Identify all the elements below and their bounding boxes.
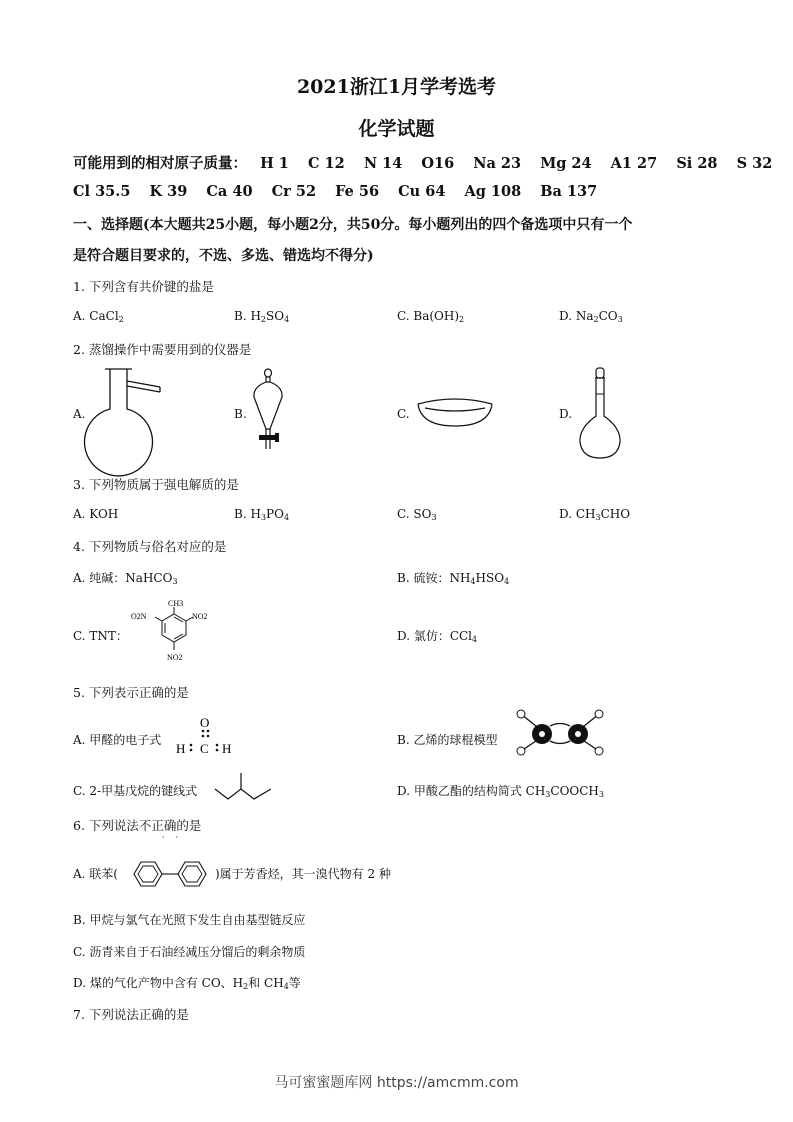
q2-option-b-label: B. <box>234 407 247 421</box>
q2-option-d-label: D. <box>559 407 573 421</box>
page-subtitle: 化学试题 <box>358 118 435 140</box>
tnt-no2-left-label: O2N <box>131 612 147 621</box>
mass-item: Cl 35.5 <box>73 183 131 200</box>
mass-item: A1 27 <box>610 155 658 172</box>
q6-option-b: B. 甲烷与氯气在光照下发生自由基型链反应 <box>73 913 306 927</box>
q3-option-c: C. $SO_3$ <box>397 507 437 522</box>
mass-item: S 32 <box>736 155 773 172</box>
mass-item: Ba 137 <box>540 183 598 200</box>
question-7-stem: 7. 下列说法正确的是 <box>73 1007 189 1022</box>
volumetric-flask-icon <box>575 366 625 461</box>
mass-item: Fe 56 <box>335 183 380 200</box>
question-6-stem: 6. 下列说法不正确的是 <box>73 818 202 833</box>
mass-item: Mg 24 <box>540 155 592 172</box>
biphenyl-structure-icon <box>128 857 214 891</box>
tnt-structure-icon <box>130 597 220 669</box>
methylpentane-skeletal-formula-icon <box>213 772 277 804</box>
atomic-mass-label: 可能用到的相对原子质量： <box>73 155 247 172</box>
mass-item: O16 <box>421 155 455 172</box>
q4-option-a: A. 纯碱：NaHCO$_3$ <box>73 571 178 586</box>
atomic-mass-line-1 <box>73 152 772 173</box>
q3-option-d: D. $CH_3CHO$ <box>559 507 631 522</box>
question-2-stem: 2. 蒸馏操作中需要用到的仪器是 <box>73 342 252 357</box>
mass-item: K 39 <box>149 183 188 200</box>
atomic-mass-line-2 <box>73 183 597 200</box>
tnt-no2-bottom-label: NO2 <box>167 653 183 662</box>
mass-item: Ca 40 <box>206 183 253 200</box>
q5-option-a: A. 甲醛的电子式 <box>73 733 162 747</box>
formaldehyde-h2-label: H <box>222 741 232 756</box>
q3-option-a: A. KOH <box>73 507 119 521</box>
q5-option-d: D. 甲酸乙酯的结构简式 $CH_3COOCH_3$ <box>397 784 604 799</box>
q1-option-d: D. $Na_2CO_3$ <box>559 309 623 324</box>
q1-option-b: B. $H_2SO_4$ <box>234 309 290 324</box>
q6-option-d: D. 煤的气化产物中含有 CO、$H_2$和 $CH_4$等 <box>73 976 301 991</box>
mass-item: C 12 <box>307 155 345 172</box>
mass-item: N 14 <box>363 155 403 172</box>
formaldehyde-electron-formula-icon <box>173 714 239 758</box>
mass-item: Cr 52 <box>271 183 317 200</box>
footer-watermark[interactable]: 马可蜜蜜题库网 https://amcmm.com <box>274 1075 519 1091</box>
q6-option-a-suffix: )属于芳香烃，其一溴代物有 2 种 <box>215 867 391 881</box>
q5-option-c: C. 2-甲基戊烷的键线式 <box>73 784 198 798</box>
q4-option-c: C. TNT： <box>73 629 128 643</box>
q3-option-b: B. $H_3PO_4$ <box>234 507 290 522</box>
q6-option-c: C. 沥青来自于石油经减压分馏后的剩余物质 <box>73 945 306 959</box>
q4-option-b: B. 硫铵：$NH_4HSO_4$ <box>397 571 510 586</box>
ethylene-ball-stick-model-icon <box>513 707 613 759</box>
q4-option-d: D. 氯仿：CCl$_4$ <box>397 629 478 644</box>
q1-option-c: C. $Ba(OH)_2$ <box>397 309 465 324</box>
q1-option-a: A. CaCl$_2$ <box>73 309 124 324</box>
q6-option-a-prefix: A. 联苯( <box>73 867 118 881</box>
distillation-flask-icon <box>88 367 168 462</box>
mass-item: Cu 64 <box>398 183 446 200</box>
section-heading-line-1: 一、选择题(本大题共25小题，每小题2分，共50分。每小题列出的四个备选项中只有一个 <box>73 217 633 233</box>
evaporating-dish-icon <box>415 398 495 430</box>
q5-option-b: B. 乙烯的球棍模型 <box>397 733 498 747</box>
question-1-stem: 1. 下列含有共价键的盐是 <box>73 279 214 294</box>
section-heading-line-2: 是符合题目要求的，不选、多选、错选均不得分) <box>73 248 374 264</box>
mass-item: H 1 <box>260 155 289 172</box>
question-3-stem: 3. 下列物质属于强电解质的是 <box>73 477 239 492</box>
mass-item: Ag 108 <box>464 183 522 200</box>
formaldehyde-h1-label: H <box>176 741 186 756</box>
q2-option-c-label: C. <box>397 407 410 421</box>
mass-item: Na 23 <box>473 155 522 172</box>
tnt-ch3-label: CH3 <box>168 599 184 608</box>
mass-item: Si 28 <box>676 155 718 172</box>
page-title: 2021浙江1月学考选考 <box>296 76 497 98</box>
question-5-stem: 5. 下列表示正确的是 <box>73 685 189 700</box>
tnt-no2-right-label: NO2 <box>192 612 208 621</box>
formaldehyde-o-label: O <box>200 715 210 730</box>
question-4-stem: 4. 下列物质与俗名对应的是 <box>73 539 227 554</box>
q2-option-a-label: A. <box>73 407 86 421</box>
separatory-funnel-icon <box>250 367 290 462</box>
emphasis-dots: ·· <box>162 833 190 842</box>
formaldehyde-c-label: C <box>200 741 209 756</box>
